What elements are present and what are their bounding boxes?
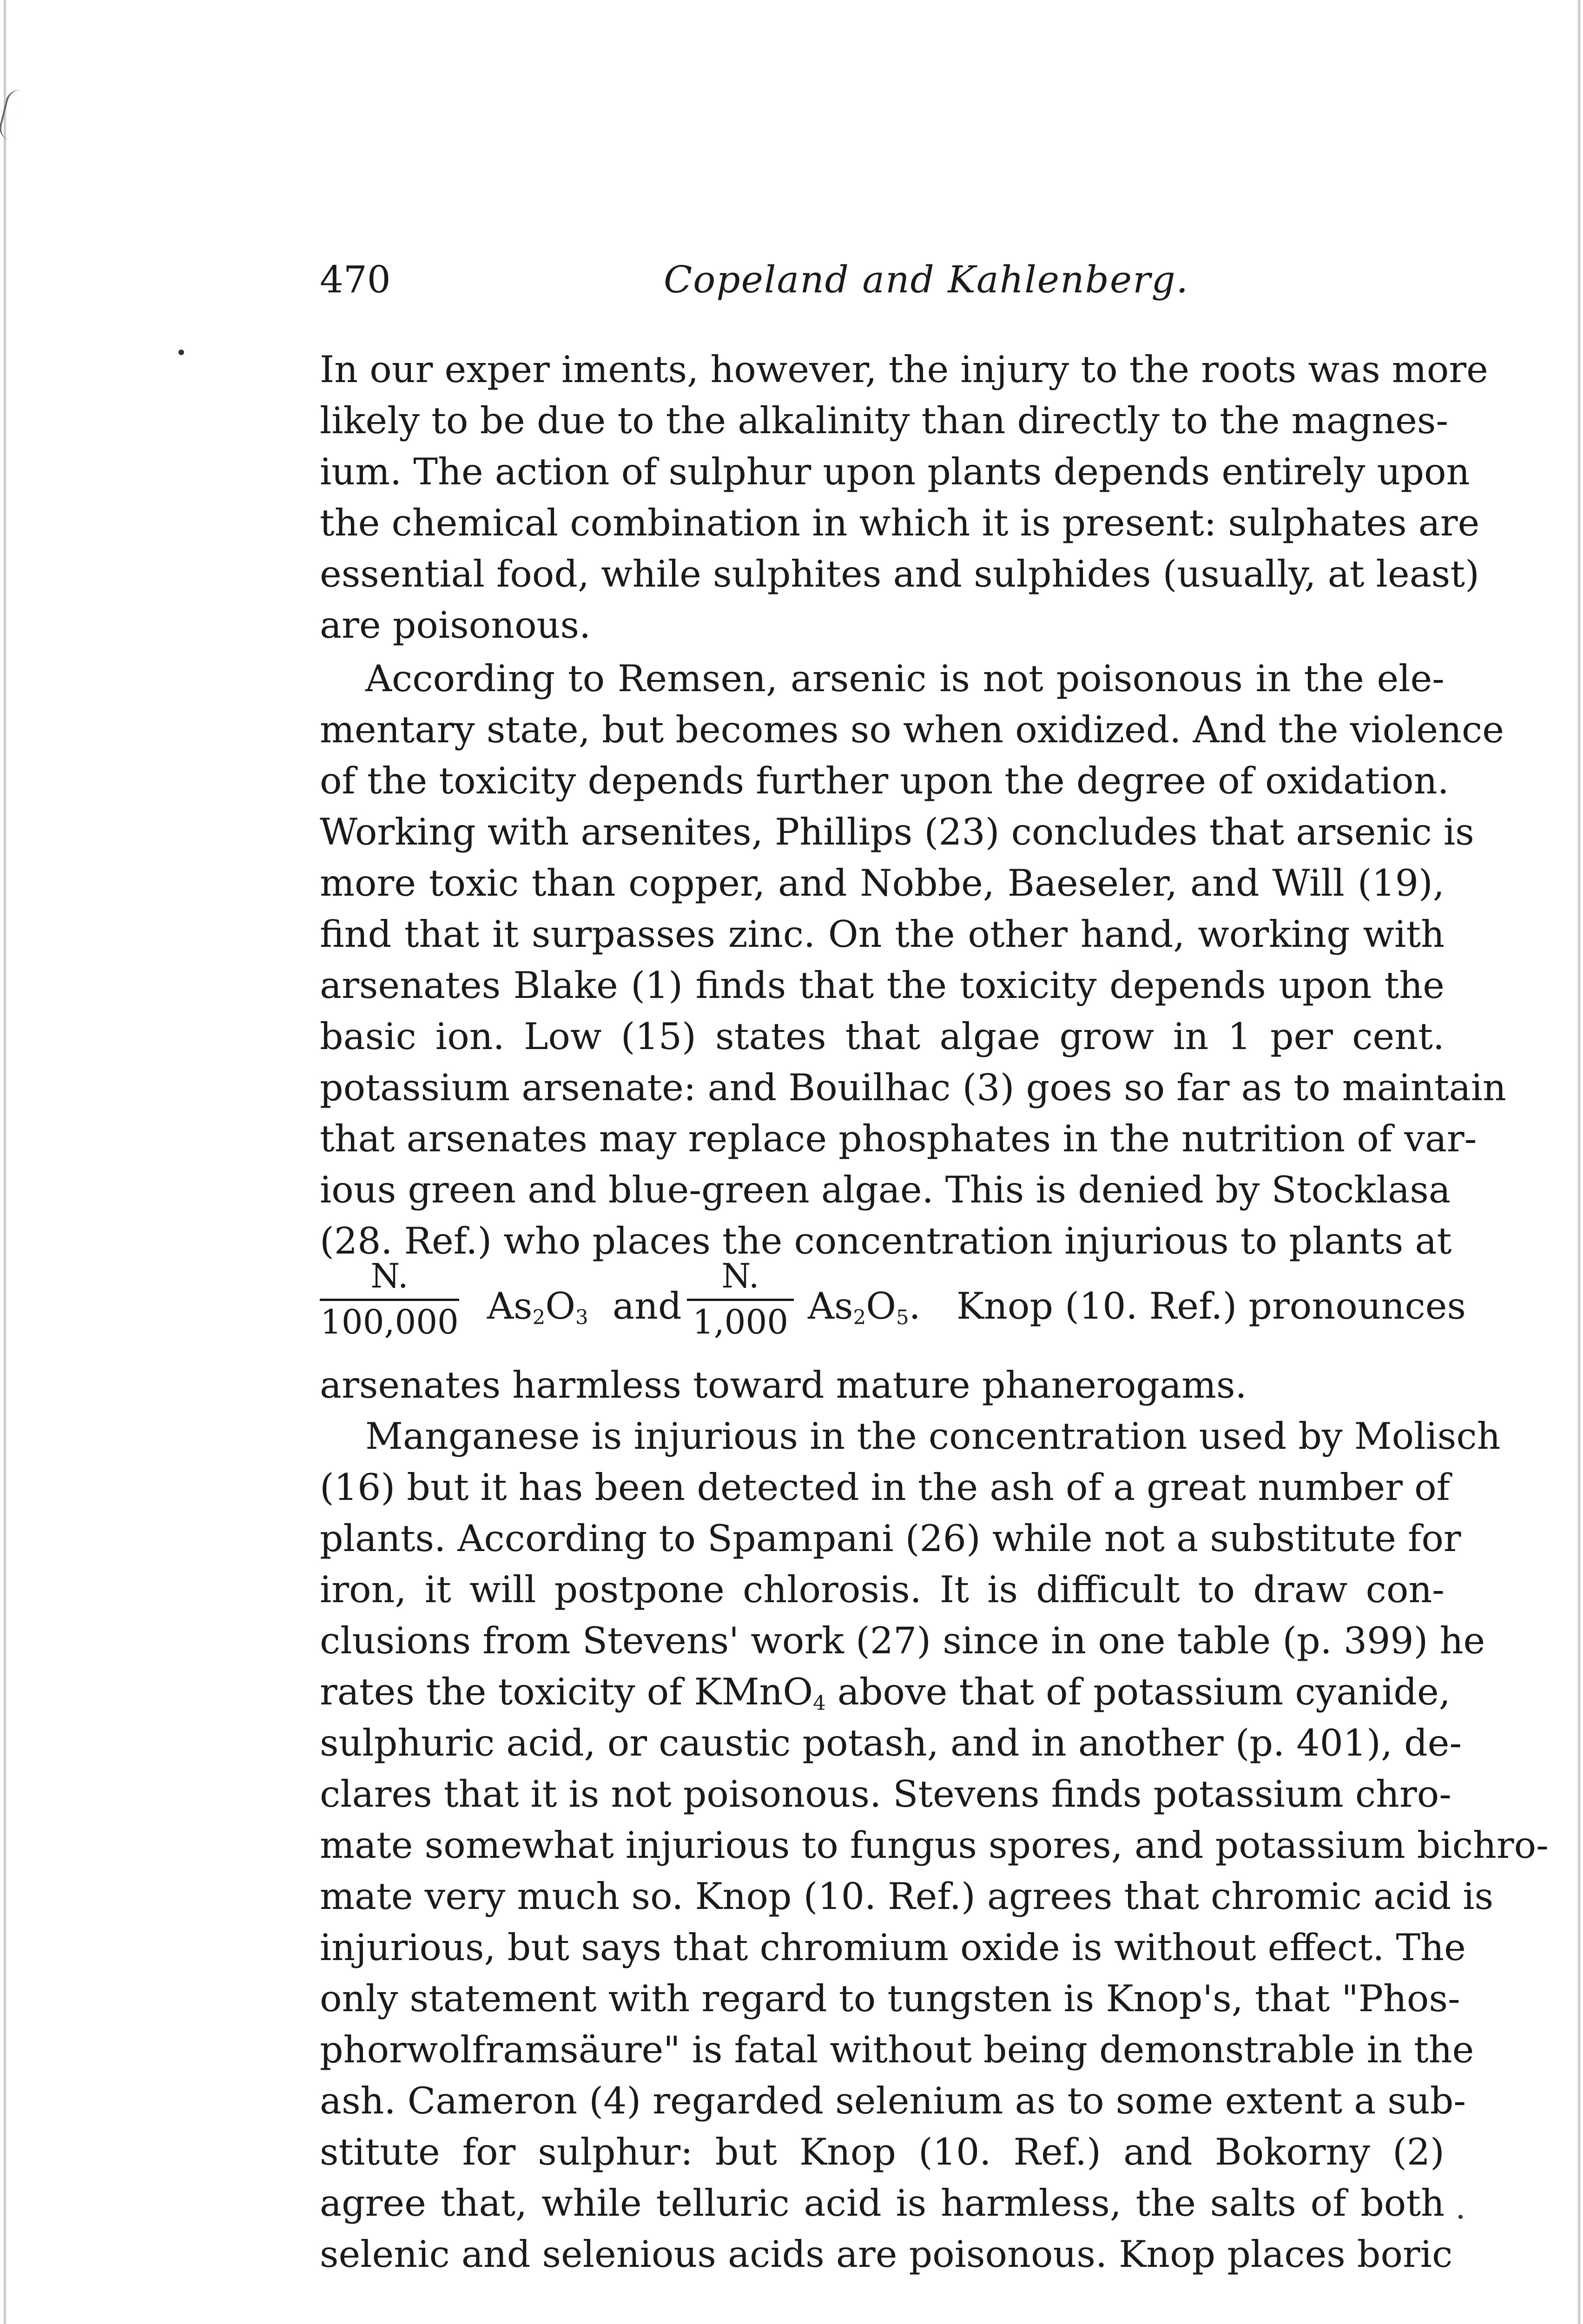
text-line: arsenates harmless toward mature phanerogams. [320,1364,1247,1406]
text-line: Manganese is injurious in the concentration used by Molisch [365,1415,1501,1458]
text-line: agree that, while telluric acid is harmless, the salts of both [320,2182,1444,2225]
text-line: ium. The action of sulphur upon plants depends entirely upon [320,450,1470,493]
text-line: of the toxicity depends further upon the degree of oxidation. [320,759,1449,802]
text-line: clusions from Stevens' work (27) since in one table (p. 399) he [320,1619,1485,1662]
text-line: arsenates Blake (1) finds that the toxicity depends upon the [320,964,1444,1007]
text-line: (16) but it has been detected in the ash of a great number of [320,1466,1450,1509]
text-line: that arsenates may replace phosphates in the nutrition of var- [320,1117,1477,1160]
page-edge-left [4,0,7,2324]
text-line: iron, it will postpone chlorosis. It is difficult to draw con- [320,1568,1444,1611]
fraction-denominator: 100,000 [320,1302,459,1341]
text-line: essential food, while sulphites and sulphides (usually, at least) [320,553,1479,595]
fraction-numerator: N. [370,1256,409,1295]
fraction-equation-row [320,1255,1466,1357]
text-line: ious green and blue-green algae. This is denied by Stocklasa [320,1169,1451,1211]
compound-as2o3: $As_2O_3$ [487,1285,588,1329]
equation-trailing-text: Knop (10. Ref.) pronounces [956,1285,1466,1327]
text-line: basic ion. Low (15) states that algae grow in 1 per cent. [320,1015,1444,1058]
fraction-numerator: N. [721,1256,759,1295]
text-line: injurious, but says that chromium oxide is without effect. The [320,1926,1466,1969]
text-line: stitute for sulphur: but Knop (10. Ref.) and Bokorny (2) [320,2131,1444,2173]
text-line: find that it surpasses zinc. On the other hand, working with [320,913,1444,956]
page-edge-right [1577,0,1580,2324]
text-line: are poisonous. [320,604,591,647]
page-number: 470 [320,258,391,301]
ink-speck [178,350,184,355]
fraction-1000 [687,1255,794,1343]
text-line: plants. According to Spampani (26) while not a substitute for [320,1517,1461,1560]
compound-as2o5: $As_2O_5$. [808,1285,921,1329]
text-line: selenic and selenious acids are poisonous. Knop places boric [320,2233,1453,2276]
text-line: In our exper iments, however, the injury to the roots was more [320,348,1488,391]
page-header [320,258,1444,314]
connector-and: and [613,1285,682,1327]
text-line: likely to be due to the alkalinity than directly to the magnes- [320,399,1449,442]
fraction-denominator: 1,000 [692,1302,789,1341]
text-line: mate somewhat injurious to fungus spores, and potassium bichro- [320,1824,1549,1867]
running-head: Copeland and Kahlenberg. [664,258,1189,301]
ink-speck [1458,2215,1463,2219]
text-line: According to Remsen, arsenic is not poisonous in the ele- [365,657,1444,700]
fraction-100000 [320,1255,459,1343]
text-line: Working with arsenites, Phillips (23) concludes that arsenic is [320,811,1474,853]
text-line: sulphuric acid, or caustic potash, and in another (p. 401), de- [320,1722,1462,1764]
text-line: ash. Cameron (4) regarded selenium as to some extent a sub- [320,2080,1466,2122]
text-line: more toxic than copper, and Nobbe, Baeseler, and Will (19), [320,862,1444,905]
text-line-kmno4: rates the toxicity of KMnO$_4$ above that of potassium cyanide, [320,1670,1451,1715]
text-line: mentary state, but becomes so when oxidized. And the violence [320,708,1504,751]
text-line: only statement with regard to tungsten is Knop's, that "Phos- [320,1977,1460,2020]
text-line: mate very much so. Knop (10. Ref.) agrees that chromic acid is [320,1875,1494,1918]
text-line: (28. Ref.) who places the concentration injurious to plants at [320,1220,1452,1262]
text-line: potassium arsenate: and Bouilhac (3) goes so far as to maintain [320,1066,1506,1109]
text-line: phorwolframsäure" is fatal without being demonstrable in the [320,2028,1474,2071]
text-line: the chemical combination in which it is present: sulphates are [320,502,1480,544]
text-line: clares that it is not poisonous. Stevens finds potassium chro- [320,1773,1451,1816]
